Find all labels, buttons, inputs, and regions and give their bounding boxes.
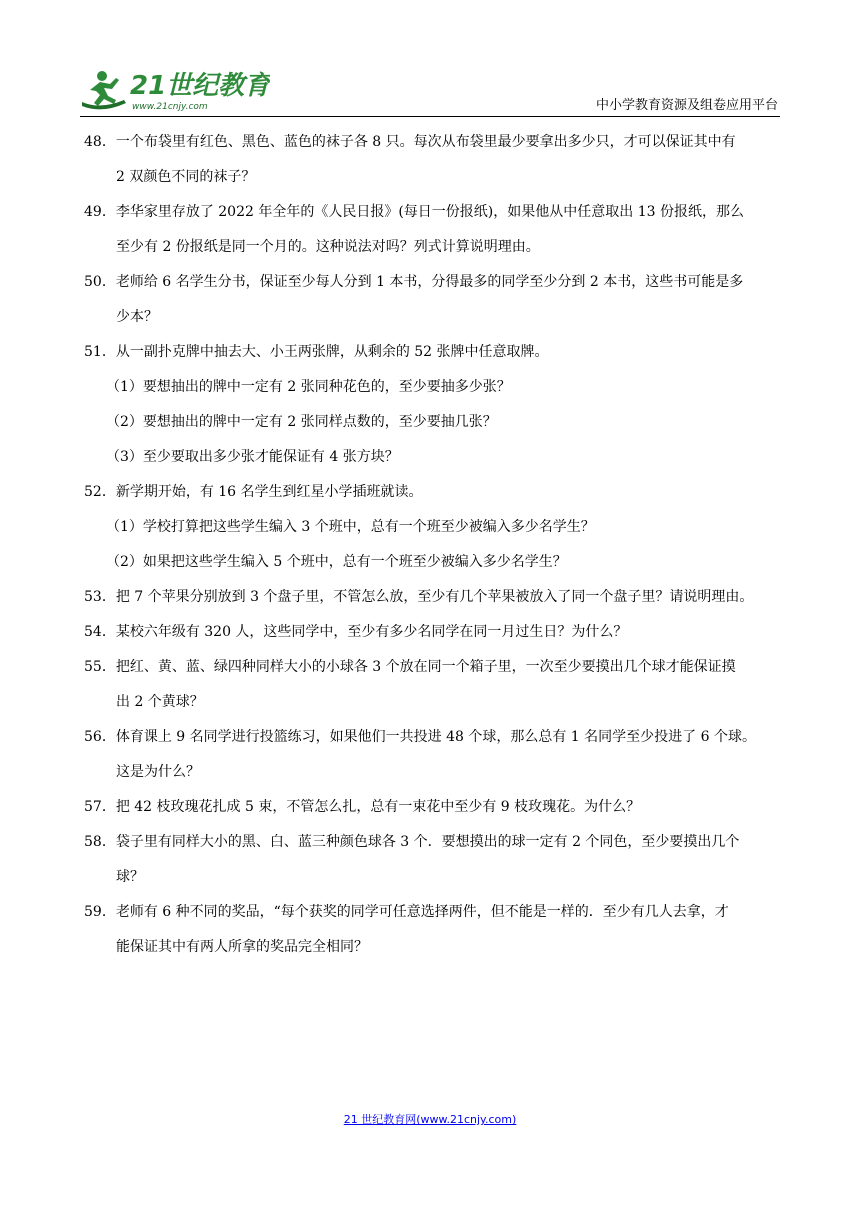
header-divider [80,116,780,117]
question-text: 59．老师有 6 种不同的奖品，“每个获奖的同学可任意选择两件，但不能是一样的．至少有几人去拿，才 [84,904,729,920]
question-list [84,125,784,965]
footer-link[interactable]: 21 世纪教育网(www.21cnjy.com) [343,1113,517,1126]
question-text: 54．某校六年级有 320 人，这些同学中，至少有多少名同学在同一月过生日？为什么？ [84,624,628,640]
question-text-continued: 2 双颜色不同的袜子？ [116,169,256,185]
question-text: 52．新学期开始，有 16 名学生到红星小学插班就读。 [84,484,423,500]
question-item [84,895,784,965]
question-item [84,825,784,895]
question-text: 53．把 7 个苹果分别放到 3 个盘子里，不管怎么放，至少有几个苹果被放入了同一个盘子里？请说明理由。 [84,589,754,605]
question-text: 57．把 42 枝玫瑰花扎成 5 束，不管怎么扎，总有一束花中至少有 9 枝玫瑰花。为什么？ [84,799,641,815]
question-item [84,790,784,825]
running-figure-icon [82,71,126,109]
question-item [84,720,784,790]
question-item [84,125,784,195]
svg-text:21世纪教育: 21世纪教育 [130,71,270,101]
sub-question: （1）学校打算把这些学生编入 3 个班中，总有一个班至少被编入多少名学生？ [106,519,595,535]
svg-text:www.21cnjy.com: www.21cnjy.com [132,102,208,112]
question-item [84,335,784,475]
question-text-continued: 出 2 个黄球？ [116,694,204,710]
sub-question: （3）至少要取出多少张才能保证有 4 张方块？ [106,449,399,465]
question-text-continued: 能保证其中有两人所拿的奖品完全相同？ [116,939,368,955]
question-text: 56．体育课上 9 名同学进行投篮练习，如果他们一共投进 48 个球，那么总有 1 名同学至少投进了 6 个球。 [84,729,756,745]
site-logo [80,62,270,114]
question-item [84,650,784,720]
question-text-continued: 至少有 2 份报纸是同一个月的。这种说法对吗？列式计算说明理由。 [116,239,540,255]
sub-question: （2）如果把这些学生编入 5 个班中，总有一个班至少被编入多少名学生？ [106,554,567,570]
question-text-continued: 这是为什么？ [116,764,200,780]
question-text: 51．从一副扑克牌中抽去大、小王两张牌，从剩余的 52 张牌中任意取牌。 [84,344,549,360]
question-text: 50．老师给 6 名学生分书，保证至少每人分到 1 本书，分得最多的同学至少分到 2 本书，这些书可能是多 [84,274,744,290]
page-header [80,62,780,116]
question-text: 55．把红、黄、蓝、绿四种同样大小的小球各 3 个放在同一个箱子里，一次至少要摸出几个球才能保证摸 [84,659,736,675]
question-item [84,195,784,265]
question-item [84,580,784,615]
footer [0,1111,860,1127]
question-item [84,475,784,580]
question-text: 58．袋子里有同样大小的黑、白、蓝三种颜色球各 3 个．要想摸出的球一定有 2 个同色，至少要摸出几个 [84,834,740,850]
sub-question: （2）要想抽出的牌中一定有 2 张同样点数的，至少要抽几张？ [106,414,497,430]
question-item [84,615,784,650]
question-item [84,265,784,335]
question-text: 48．一个布袋里有红色、黑色、蓝色的袜子各 8 只。每次从布袋里最少要拿出多少只，才可以保证其中有 [84,134,736,150]
question-text: 49．李华家里存放了 2022 年全年的《人民日报》(每日一份报纸)，如果他从中任意取出 13 份报纸，那么 [84,204,744,220]
sub-question: （1）要想抽出的牌中一定有 2 张同种花色的，至少要抽多少张？ [106,379,511,395]
platform-title: 中小学教育资源及组卷应用平台 [595,98,778,113]
question-text-continued: 球？ [116,869,144,885]
question-text-continued: 少本？ [116,309,158,325]
